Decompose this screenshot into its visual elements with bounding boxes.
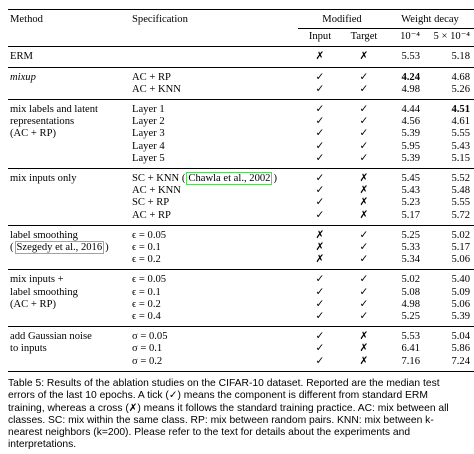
table-row bbox=[8, 67, 474, 84]
method-cell bbox=[8, 100, 130, 169]
target-mark: ✓ bbox=[342, 100, 386, 117]
input-mark: ✓ bbox=[315, 185, 325, 197]
method-line: mix inputs + bbox=[10, 274, 64, 286]
wd-5e-4-value: 5.72 bbox=[451, 209, 470, 221]
spec-cell bbox=[130, 84, 298, 100]
input-mark: ✓ bbox=[315, 286, 325, 298]
spec-cell bbox=[130, 141, 298, 153]
input-mark: ✓ bbox=[298, 327, 342, 344]
method-cell bbox=[8, 47, 130, 67]
spec-text: ϵ = 0.2 bbox=[132, 298, 161, 310]
spec-cell bbox=[130, 100, 298, 117]
input-mark: ✗ bbox=[298, 47, 342, 67]
wd-5e-4-value: 5.86 bbox=[451, 343, 470, 355]
spec-text: σ = 0.2 bbox=[132, 355, 163, 367]
wd-1e-4-value: 6.41 bbox=[401, 343, 420, 355]
method-line: mix labels and latent bbox=[10, 104, 98, 116]
spec-text: Layer 1 bbox=[132, 104, 165, 116]
target-mark: ✓ bbox=[359, 116, 369, 128]
header-target: Target bbox=[350, 31, 378, 43]
wd-5e-4-value: 4.68 bbox=[426, 67, 474, 84]
input-mark: ✓ bbox=[298, 67, 342, 84]
wd-5e-4-value: 5.40 bbox=[426, 270, 474, 287]
method-line: mixup bbox=[10, 71, 36, 83]
method-line: ERM bbox=[10, 51, 33, 63]
input-mark: ✓ bbox=[298, 270, 342, 287]
spec-cell bbox=[130, 128, 298, 140]
spec-cell bbox=[130, 327, 298, 344]
table-row bbox=[8, 327, 474, 344]
spec-cell bbox=[130, 287, 298, 299]
table-caption: Table 5: Results of the ablation studies on the CIFAR-10 dataset. Reported are the median test errors of the last 10 epochs. A tick (✓) means the component is different from standard ERM training, whereas a cross (✗) means it follows the standard training practice. AC: mix between all classes. SC: mix within the same class. RP: mix between random pairs. KNN: mix between k-nearest neighbors (k=200). Please refer to the text for details about the experiments and interpretations. bbox=[8, 378, 449, 451]
spec-text: AC + RP bbox=[132, 71, 171, 83]
spec-cell bbox=[130, 210, 298, 226]
wd-1e-4-value: 5.95 bbox=[401, 140, 420, 152]
input-mark: ✓ bbox=[315, 152, 325, 164]
input-mark: ✓ bbox=[298, 169, 342, 186]
target-mark: ✓ bbox=[359, 286, 369, 298]
header-wd-5e-4: 5 × 10⁻⁴ bbox=[433, 31, 470, 43]
wd-1e-4-value: 5.53 bbox=[386, 327, 426, 344]
method-line: ( Szegedy et al., 2016 ) bbox=[10, 242, 109, 254]
spec-text: ϵ = 0.05 bbox=[132, 229, 167, 241]
table-body bbox=[8, 47, 474, 371]
wd-5e-4-value: 5.09 bbox=[451, 286, 470, 298]
spec-text: SC + KNN bbox=[132, 173, 180, 185]
spec-text: AC + KNN bbox=[132, 83, 181, 95]
target-mark: ✓ bbox=[359, 298, 369, 310]
citation-link[interactable]: Chawla et al., 2002 bbox=[188, 173, 271, 185]
header-specification: Specification bbox=[130, 10, 298, 47]
method-line: add Gaussian noise bbox=[10, 331, 92, 343]
target-mark: ✓ bbox=[342, 67, 386, 84]
target-mark: ✓ bbox=[359, 254, 369, 266]
method-cell bbox=[8, 67, 130, 99]
table-row bbox=[8, 100, 474, 117]
spec-text: ϵ = 0.1 bbox=[132, 286, 161, 298]
table-row bbox=[8, 225, 474, 242]
wd-1e-4-value: 5.53 bbox=[386, 47, 426, 67]
wd-5e-4-value: 4.51 bbox=[426, 100, 474, 117]
spec-text: Layer 2 bbox=[132, 116, 165, 128]
spec-text: ϵ = 0.05 bbox=[132, 274, 167, 286]
spec-text: Layer 3 bbox=[132, 128, 165, 140]
wd-1e-4-value: 5.39 bbox=[401, 152, 420, 164]
input-mark: ✓ bbox=[315, 83, 325, 95]
input-mark: ✗ bbox=[315, 242, 325, 254]
target-mark: ✗ bbox=[359, 343, 369, 355]
wd-5e-4-value: 4.61 bbox=[451, 116, 470, 128]
target-mark: ✓ bbox=[359, 140, 369, 152]
target-mark: ✗ bbox=[342, 327, 386, 344]
wd-1e-4-value: 5.34 bbox=[401, 254, 420, 266]
table-row bbox=[8, 270, 474, 287]
wd-1e-4-value: 5.45 bbox=[386, 169, 426, 186]
header-method: Method bbox=[8, 10, 130, 47]
spec-cell bbox=[130, 242, 298, 254]
wd-5e-4-value: 5.26 bbox=[451, 83, 470, 95]
wd-1e-4-value: 5.43 bbox=[401, 185, 420, 197]
wd-1e-4-value: 4.98 bbox=[401, 298, 420, 310]
input-mark: ✓ bbox=[298, 100, 342, 117]
target-mark: ✓ bbox=[342, 225, 386, 242]
input-mark: ✓ bbox=[315, 343, 325, 355]
spec-text: ϵ = 0.2 bbox=[132, 254, 161, 266]
method-line: representations bbox=[10, 116, 75, 128]
wd-1e-4-value: 4.44 bbox=[386, 100, 426, 117]
spec-text: ϵ = 0.1 bbox=[132, 242, 161, 254]
wd-1e-4-value: 4.98 bbox=[401, 83, 420, 95]
ablation-table bbox=[8, 9, 474, 372]
input-mark: ✗ bbox=[315, 254, 325, 266]
wd-5e-4-value: 5.15 bbox=[451, 152, 470, 164]
input-mark: ✓ bbox=[315, 128, 325, 140]
spec-text: ϵ = 0.4 bbox=[132, 311, 161, 323]
target-mark: ✓ bbox=[359, 152, 369, 164]
input-mark: ✓ bbox=[315, 209, 325, 221]
target-mark: ✓ bbox=[342, 270, 386, 287]
input-mark: ✓ bbox=[315, 298, 325, 310]
header-input: Input bbox=[308, 31, 332, 43]
spec-cell bbox=[130, 311, 298, 327]
target-mark: ✗ bbox=[359, 197, 369, 209]
wd-1e-4-value: 4.24 bbox=[386, 67, 426, 84]
wd-5e-4-value: 5.55 bbox=[451, 128, 470, 140]
wd-5e-4-value: 5.04 bbox=[426, 327, 474, 344]
target-mark: ✗ bbox=[342, 356, 386, 372]
method-line: to inputs bbox=[10, 343, 47, 355]
wd-5e-4-value: 5.43 bbox=[451, 140, 470, 152]
wd-5e-4-value: 5.55 bbox=[451, 197, 470, 209]
wd-5e-4-value: 5.48 bbox=[451, 185, 470, 197]
spec-text: σ = 0.1 bbox=[132, 343, 163, 355]
wd-1e-4-value: 5.39 bbox=[401, 128, 420, 140]
wd-1e-4-value: 5.25 bbox=[401, 311, 420, 323]
spec-cell bbox=[130, 225, 298, 242]
input-mark: ✓ bbox=[315, 311, 325, 323]
spec-cell bbox=[130, 116, 298, 128]
target-mark: ✓ bbox=[359, 83, 369, 95]
table-row bbox=[8, 47, 474, 67]
method-line: mix inputs only bbox=[10, 173, 77, 185]
wd-1e-4-value: 5.08 bbox=[401, 286, 420, 298]
wd-5e-4-value: 5.06 bbox=[451, 254, 470, 266]
input-mark: ✓ bbox=[315, 197, 325, 209]
citation-link[interactable]: Szegedy et al., 2016 bbox=[16, 242, 103, 254]
spec-cell bbox=[130, 185, 298, 197]
wd-5e-4-value: 5.06 bbox=[451, 298, 470, 310]
method-cell bbox=[8, 270, 130, 327]
method-line: (AC + RP) bbox=[10, 298, 57, 310]
wd-5e-4-value: 7.24 bbox=[426, 356, 474, 372]
table-row bbox=[8, 169, 474, 186]
wd-1e-4-value: 7.16 bbox=[386, 356, 426, 372]
spec-cell bbox=[130, 343, 298, 355]
spec-cell bbox=[130, 197, 298, 209]
wd-5e-4-value: 5.18 bbox=[426, 47, 474, 67]
method-cell bbox=[8, 225, 130, 270]
input-mark: ✓ bbox=[298, 356, 342, 372]
spec-cell bbox=[130, 299, 298, 311]
spec-cell bbox=[130, 47, 298, 67]
spec-text: AC + KNN bbox=[132, 185, 181, 197]
spec-text: Layer 5 bbox=[132, 152, 165, 164]
target-mark: ✓ bbox=[359, 311, 369, 323]
spec-cell: SC + KNN ( Chawla et al., 2002 ) bbox=[130, 169, 298, 186]
wd-5e-4-value: 5.17 bbox=[451, 242, 470, 254]
wd-5e-4-value: 5.02 bbox=[426, 225, 474, 242]
spec-text: Layer 4 bbox=[132, 140, 165, 152]
target-mark: ✓ bbox=[359, 128, 369, 140]
spec-cell bbox=[130, 153, 298, 169]
target-mark: ✗ bbox=[359, 185, 369, 197]
method-line: label smoothing bbox=[10, 229, 78, 241]
wd-1e-4-value: 5.25 bbox=[386, 225, 426, 242]
input-mark: ✓ bbox=[315, 140, 325, 152]
wd-5e-4-value: 5.52 bbox=[426, 169, 474, 186]
spec-cell bbox=[130, 254, 298, 270]
spec-cell bbox=[130, 356, 298, 372]
wd-1e-4-value: 5.17 bbox=[401, 209, 420, 221]
target-mark: ✗ bbox=[342, 169, 386, 186]
header-weight-decay: Weight decay bbox=[386, 10, 474, 29]
target-mark: ✗ bbox=[342, 47, 386, 67]
wd-1e-4-value: 5.23 bbox=[401, 197, 420, 209]
header-wd-1e-4: 10⁻⁴ bbox=[400, 31, 420, 43]
method-line: (AC + RP) bbox=[10, 128, 57, 140]
wd-1e-4-value: 5.33 bbox=[401, 242, 420, 254]
wd-1e-4-value: 4.56 bbox=[401, 116, 420, 128]
input-mark: ✗ bbox=[298, 225, 342, 242]
spec-text: SC + RP bbox=[132, 197, 170, 209]
spec-cell bbox=[130, 67, 298, 84]
target-mark: ✓ bbox=[359, 242, 369, 254]
spec-text: σ = 0.05 bbox=[132, 331, 168, 343]
spec-cell bbox=[130, 270, 298, 287]
target-mark: ✗ bbox=[359, 209, 369, 221]
method-cell bbox=[8, 169, 130, 226]
header-modified: Modified bbox=[298, 10, 386, 29]
wd-1e-4-value: 5.02 bbox=[386, 270, 426, 287]
input-mark: ✓ bbox=[315, 116, 325, 128]
method-cell bbox=[8, 327, 130, 372]
spec-text: AC + RP bbox=[132, 209, 171, 221]
wd-5e-4-value: 5.39 bbox=[451, 311, 470, 323]
method-line: label smoothing bbox=[10, 286, 78, 298]
